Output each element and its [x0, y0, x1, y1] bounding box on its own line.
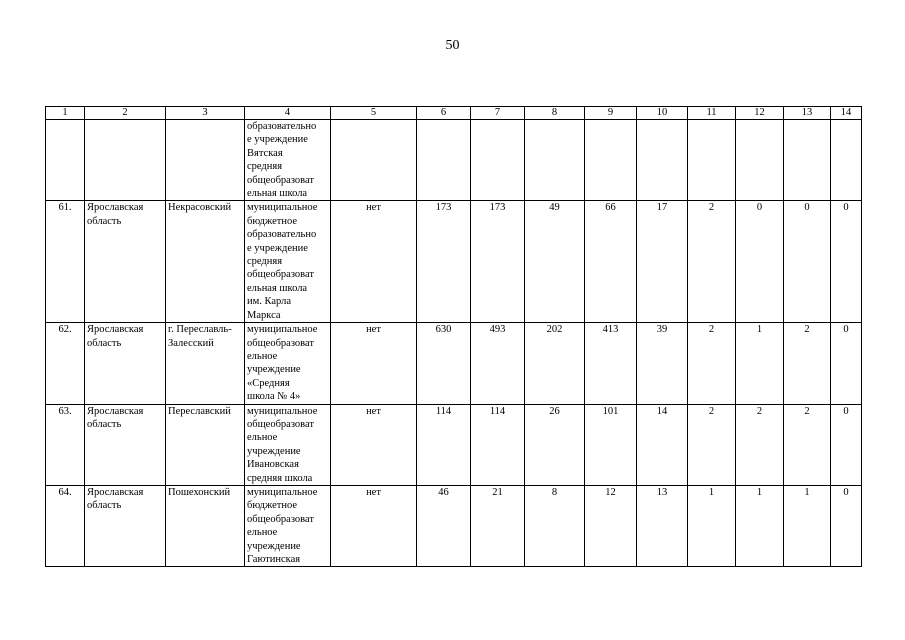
col10-cell: 39: [637, 323, 688, 404]
col14-cell: 0: [831, 404, 862, 485]
col13-cell: 1: [784, 485, 831, 566]
region-cell: Ярославская область: [85, 404, 166, 485]
col8-cell: 49: [525, 201, 585, 323]
col10-cell: 17: [637, 201, 688, 323]
column-header-12: 12: [736, 107, 784, 120]
col9-cell: 66: [585, 201, 637, 323]
col5-cell: нет: [331, 201, 417, 323]
district-cell: Некрасовский: [166, 201, 245, 323]
institution-cell: образовательно е учреждение Вятская средняя общеобразоват ельная школа: [245, 120, 331, 201]
col14-cell: 0: [831, 323, 862, 404]
table-row: [46, 404, 862, 485]
row-number: [46, 120, 85, 201]
table-row: [46, 323, 862, 404]
region-cell: Ярославская область: [85, 201, 166, 323]
col8-cell: [525, 120, 585, 201]
region-cell: Ярославская область: [85, 323, 166, 404]
col14-cell: 0: [831, 485, 862, 566]
col6-cell: 114: [417, 404, 471, 485]
col14-cell: 0: [831, 201, 862, 323]
col12-cell: [736, 120, 784, 201]
column-header-1: 1: [46, 107, 85, 120]
col8-cell: 8: [525, 485, 585, 566]
col7-cell: [471, 120, 525, 201]
column-header-6: 6: [417, 107, 471, 120]
column-header-14: 14: [831, 107, 862, 120]
region-cell: Ярославская область: [85, 485, 166, 566]
col12-cell: 0: [736, 201, 784, 323]
institution-cell: муниципальное бюджетное образовательно е учреждение средняя общеобразоват ельная школа им. Карла Маркса: [245, 201, 331, 323]
column-header-4: 4: [245, 107, 331, 120]
column-header-10: 10: [637, 107, 688, 120]
col11-cell: [688, 120, 736, 201]
table-row: [46, 120, 862, 201]
col12-cell: 1: [736, 323, 784, 404]
col13-cell: 2: [784, 404, 831, 485]
col5-cell: нет: [331, 323, 417, 404]
col5-cell: нет: [331, 485, 417, 566]
column-header-2: 2: [85, 107, 166, 120]
col6-cell: [417, 120, 471, 201]
col9-cell: 12: [585, 485, 637, 566]
col10-cell: 14: [637, 404, 688, 485]
col11-cell: 2: [688, 201, 736, 323]
row-number: 64.: [46, 485, 85, 566]
table-row: [46, 201, 862, 323]
row-number: 61.: [46, 201, 85, 323]
column-header-5: 5: [331, 107, 417, 120]
row-number: 63.: [46, 404, 85, 485]
institution-cell: муниципальное общеобразоват ельное учреждение Ивановская средняя школа: [245, 404, 331, 485]
col8-cell: 202: [525, 323, 585, 404]
column-header-11: 11: [688, 107, 736, 120]
col10-cell: 13: [637, 485, 688, 566]
col12-cell: 1: [736, 485, 784, 566]
col11-cell: 2: [688, 404, 736, 485]
col5-cell: [331, 120, 417, 201]
table-row: [46, 485, 862, 566]
institution-cell: муниципальное общеобразоват ельное учреждение «Средняя школа № 4»: [245, 323, 331, 404]
col7-cell: 493: [471, 323, 525, 404]
header-row: [46, 107, 862, 120]
district-cell: г. Переславль- Залесский: [166, 323, 245, 404]
col7-cell: 173: [471, 201, 525, 323]
col5-cell: нет: [331, 404, 417, 485]
district-cell: Переславский: [166, 404, 245, 485]
col9-cell: 101: [585, 404, 637, 485]
col12-cell: 2: [736, 404, 784, 485]
col9-cell: 413: [585, 323, 637, 404]
col13-cell: [784, 120, 831, 201]
col9-cell: [585, 120, 637, 201]
col6-cell: 173: [417, 201, 471, 323]
table-header: [46, 107, 862, 120]
report-table: [45, 106, 862, 567]
region-cell: [85, 120, 166, 201]
column-header-13: 13: [784, 107, 831, 120]
column-header-7: 7: [471, 107, 525, 120]
col7-cell: 114: [471, 404, 525, 485]
row-number: 62.: [46, 323, 85, 404]
institution-cell: муниципальное бюджетное общеобразоват ельное учреждение Гаютинская: [245, 485, 331, 566]
col8-cell: 26: [525, 404, 585, 485]
page-number: 50: [445, 38, 460, 53]
col7-cell: 21: [471, 485, 525, 566]
column-header-9: 9: [585, 107, 637, 120]
col13-cell: 0: [784, 201, 831, 323]
district-cell: [166, 120, 245, 201]
table-body: [46, 120, 862, 567]
column-header-3: 3: [166, 107, 245, 120]
col6-cell: 630: [417, 323, 471, 404]
col14-cell: [831, 120, 862, 201]
col13-cell: 2: [784, 323, 831, 404]
district-cell: Пошехонский: [166, 485, 245, 566]
col10-cell: [637, 120, 688, 201]
col11-cell: 2: [688, 323, 736, 404]
col6-cell: 46: [417, 485, 471, 566]
col11-cell: 1: [688, 485, 736, 566]
column-header-8: 8: [525, 107, 585, 120]
